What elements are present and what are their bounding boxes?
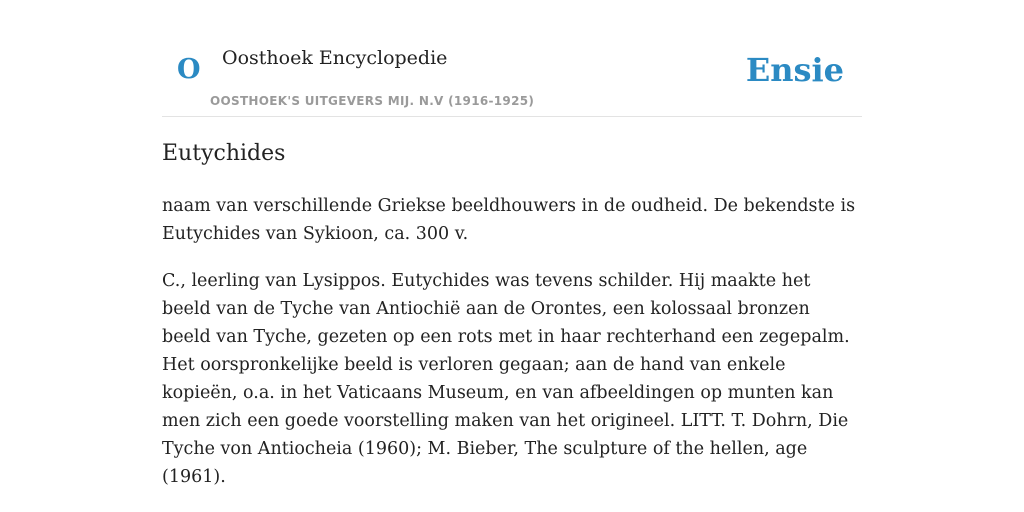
publisher-subtitle: OOSTHOEK'S UITGEVERS MIJ. N.V (1916-1925) [210, 94, 535, 108]
entry-paragraph-1: naam van verschillende Griekse beeldhouwers in de oudheid. De bekendste is Eutychides van Sykioon, ca. 300 v. [162, 196, 856, 244]
entry-title: Eutychides [162, 141, 286, 166]
page [162, 0, 862, 512]
header [162, 0, 862, 117]
encyclopedia-title-link[interactable]: Oosthoek Encyclopedie [222, 47, 448, 69]
encyclopedia-logo[interactable]: O [177, 54, 201, 85]
entry-paragraph-2: C., leerling van Lysippos. Eutychides was tevens schilder. Hij maakte het beeld van de Tyche van Antiochië aan de Orontes, een kolossaal bronzen beeld van Tyche, gezeten op een rots met in haar rechterhand een zegepalm. Het oorspronkelijke beeld is verloren gegaan; aan de hand van enkele kopieën, o.a. in het Vaticaans Museum, en van afbeeldingen op munten kan men zich een goede voorstelling maken van het origineel. LITT. T. Dohrn, Die Tyche von Antiocheia (1960); M. Bieber, The sculpture of the hellen, age (1961). [162, 271, 850, 487]
ensie-brand-logo[interactable]: Ensie [745, 51, 844, 89]
